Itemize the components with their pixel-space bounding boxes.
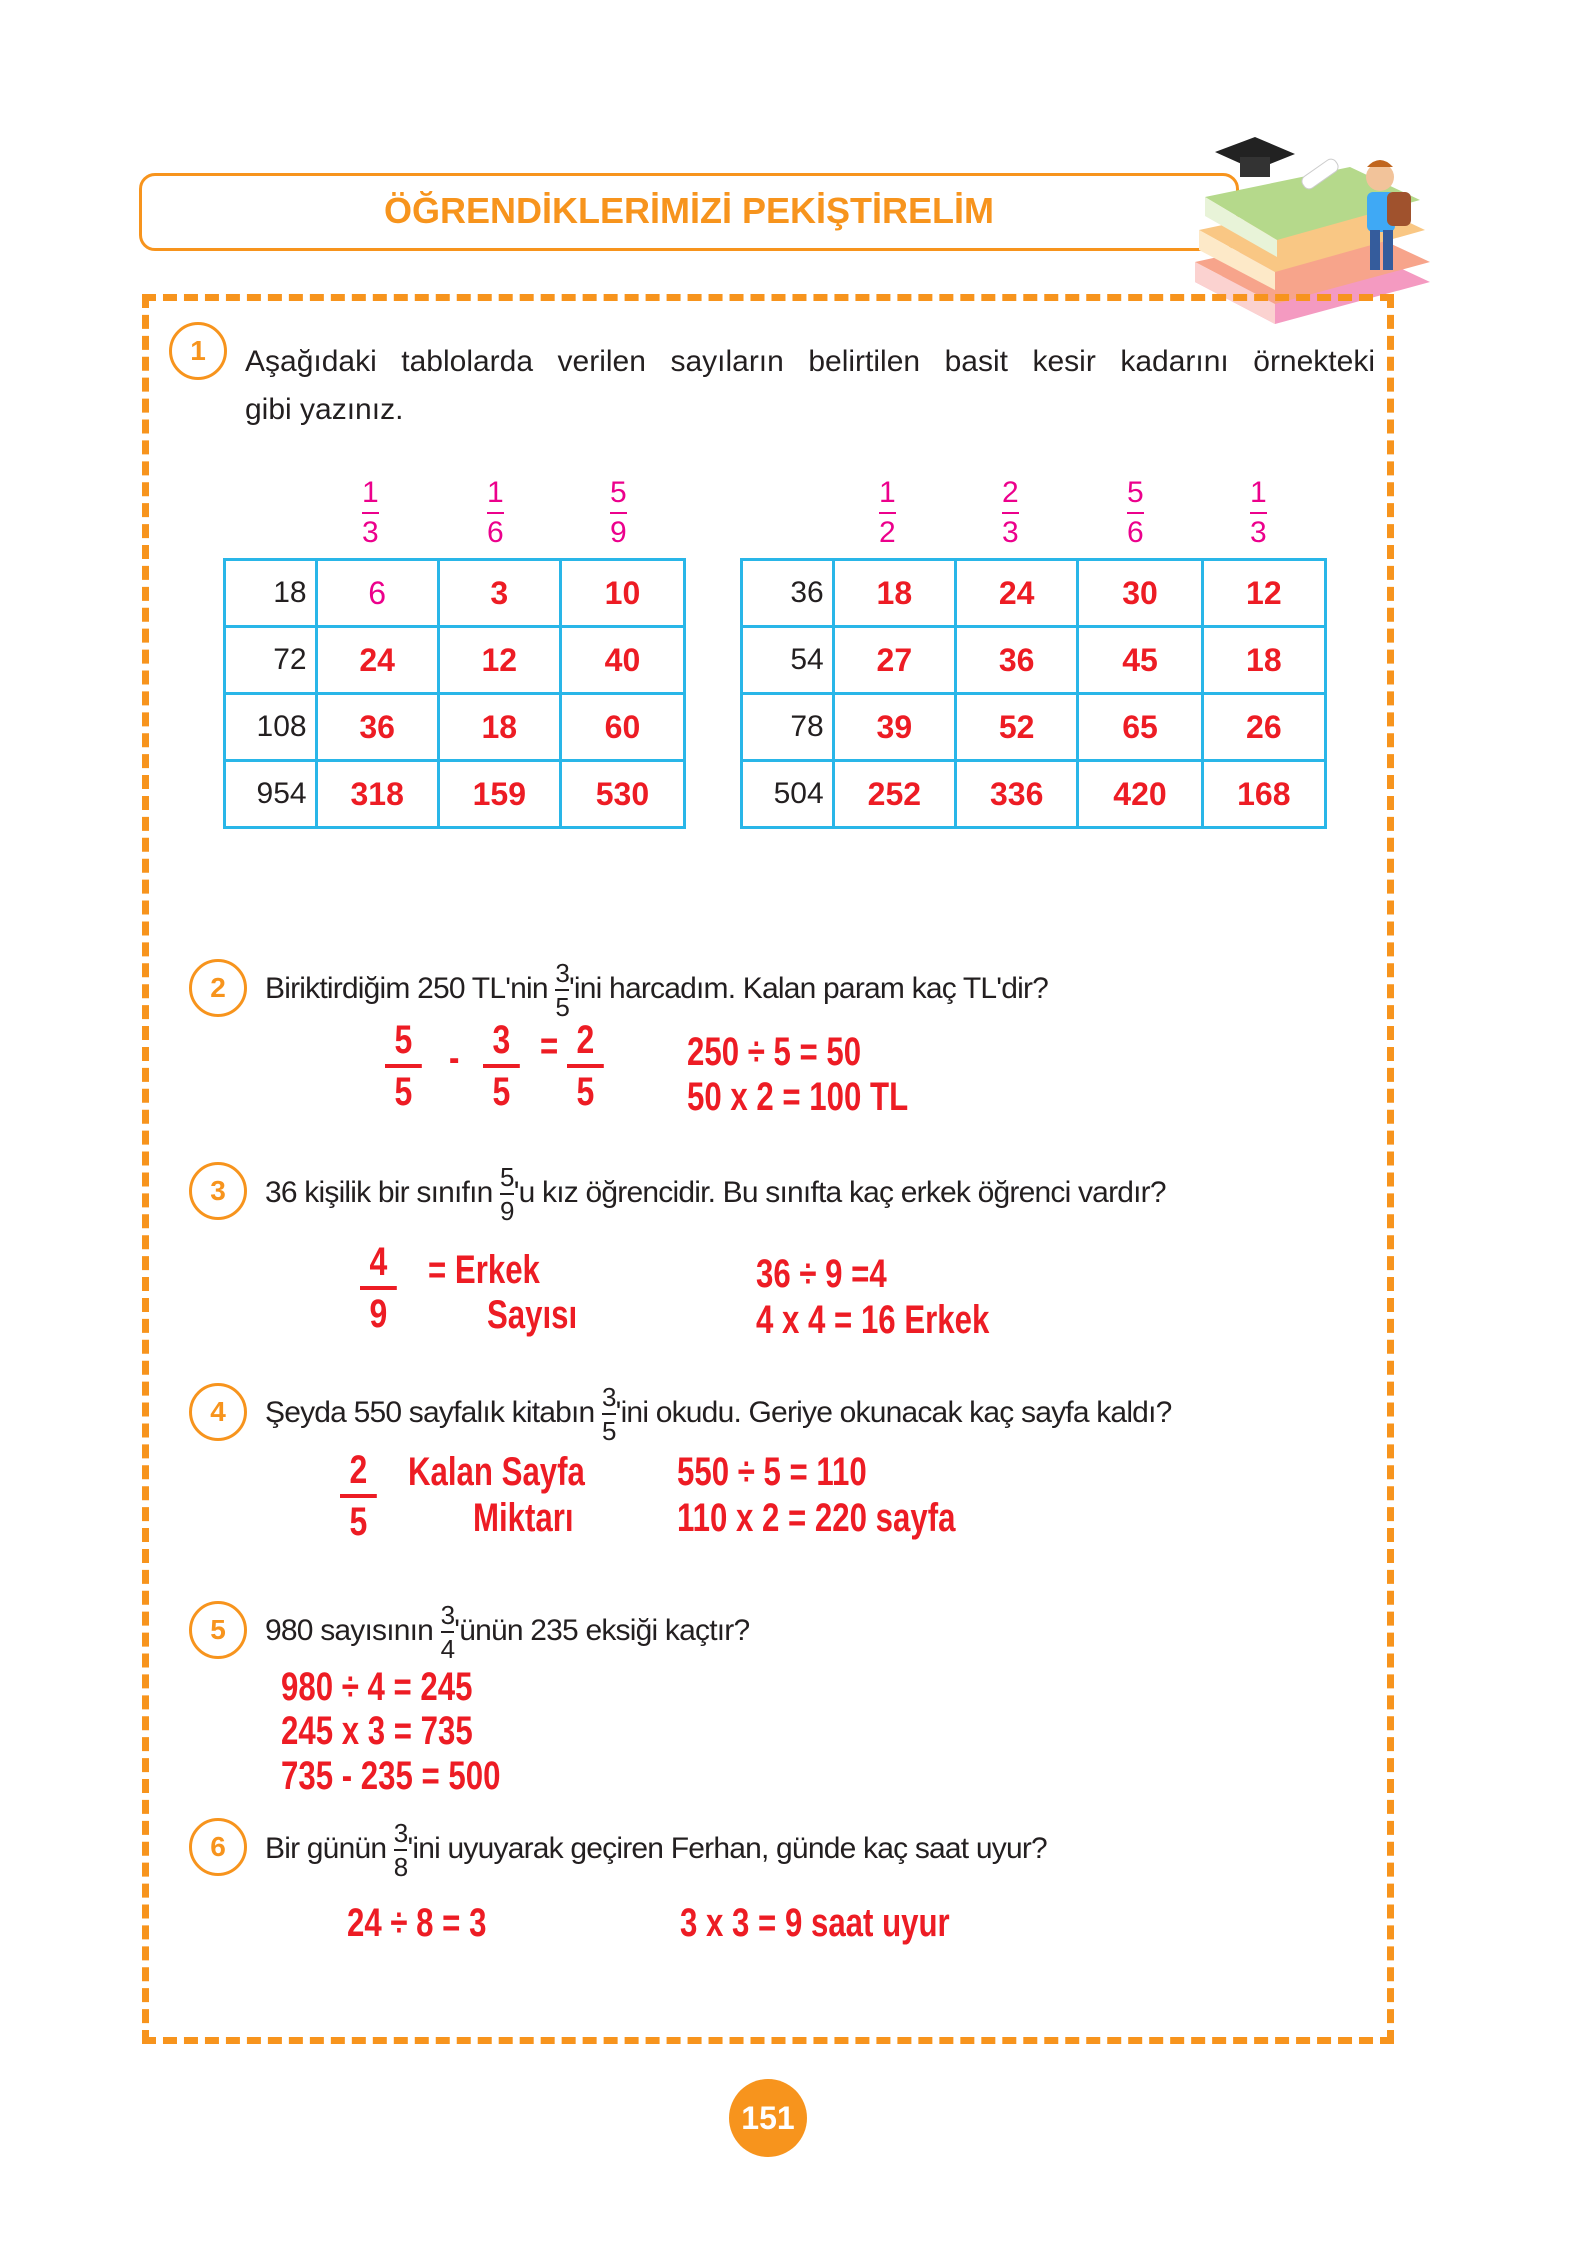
fraction-header: 2 3 — [1002, 476, 1019, 549]
question-1-text: Aşağıdaki tablolarda verilen sayıların belirtilen basit kesir kadarını örnekteki — [245, 345, 1375, 378]
table-row — [742, 694, 1326, 761]
answer-line: 250 ÷ 5 = 50 — [687, 1030, 862, 1074]
answer-cell: 159 — [438, 761, 560, 828]
answer-cell: 12 — [438, 627, 560, 694]
page-title: ÖĞRENDİKLERİMİZİ PEKİŞTİRELİM — [383, 190, 994, 231]
answer-operator: - — [449, 1036, 460, 1080]
fraction: $\frac{3}{4}$ — [440, 1600, 455, 1664]
given-number: 36 — [742, 560, 834, 627]
answer-cell: 530 — [560, 761, 684, 828]
answer-line: 4 x 4 = 16 Erkek — [756, 1298, 990, 1342]
fraction: $\frac{3}{8}$ — [393, 1818, 408, 1882]
answer-cell: 18 — [1202, 627, 1325, 694]
fraction-table-1 — [223, 558, 686, 829]
answer-cell: 10 — [560, 560, 684, 627]
given-number: 954 — [225, 761, 317, 828]
answer-label: Kalan Sayfa — [408, 1450, 585, 1494]
answer-label: Sayısı — [487, 1293, 578, 1337]
answer-fraction: 2 5 — [567, 1018, 604, 1114]
fraction-header: 1 3 — [1250, 476, 1267, 549]
answer-cell: 60 — [560, 694, 684, 761]
answer-line: 245 x 3 = 735 — [281, 1709, 473, 1753]
question-4-text: Şeyda 550 sayfalık kitabın $\frac{3}{5}$ 'ini okudu. Geriye okunacak kaç sayfa kaldı? — [265, 1382, 1172, 1446]
answer-cell: 36 — [316, 694, 438, 761]
answer-cell: 36 — [956, 627, 1078, 694]
question-3-text: 36 kişilik bir sınıfın $\frac{5}{9}$ 'u kız öğrencidir. Bu sınıfta kaç erkek öğrenci vardır? — [265, 1162, 1166, 1226]
question-number-badge: 6 — [189, 1818, 247, 1876]
question-1-text-line2: gibi yazınız. — [245, 393, 404, 426]
question-number-badge: 1 — [169, 322, 227, 380]
answer-cell: 26 — [1202, 694, 1325, 761]
answer-fraction: 2 5 — [340, 1448, 377, 1544]
answer-cell: 40 — [560, 627, 684, 694]
answer-line: 735 - 235 = 500 — [281, 1754, 501, 1798]
given-number: 504 — [742, 761, 834, 828]
answer-cell: 6 — [316, 560, 438, 627]
fraction-header: 1 3 — [362, 476, 379, 549]
question-5-text: 980 sayısının $\frac{3}{4}$ 'ünün 235 eksiği kaçtır? — [265, 1600, 750, 1664]
answer-operator: = — [540, 1024, 559, 1068]
fraction-header: 5 9 — [610, 476, 627, 549]
table-row — [225, 627, 685, 694]
given-number: 18 — [225, 560, 317, 627]
fraction-header: 5 6 — [1127, 476, 1144, 549]
table-row — [225, 761, 685, 828]
answer-cell: 39 — [833, 694, 955, 761]
answer-cell: 3 — [438, 560, 560, 627]
question-number-badge: 5 — [189, 1601, 247, 1659]
answer-cell: 18 — [438, 694, 560, 761]
answer-line: 24 ÷ 8 = 3 — [347, 1901, 487, 1945]
answer-line: 980 ÷ 4 = 245 — [281, 1665, 473, 1709]
given-number: 108 — [225, 694, 317, 761]
table-row — [742, 761, 1326, 828]
answer-cell: 168 — [1202, 761, 1325, 828]
question-6-text: Bir günün $\frac{3}{8}$ 'ini uyuyarak geçiren Ferhan, günde kaç saat uyur? — [265, 1818, 1047, 1882]
answer-line: 50 x 2 = 100 TL — [687, 1075, 909, 1119]
given-number: 54 — [742, 627, 834, 694]
table-row — [742, 560, 1326, 627]
fraction-header: 1 2 — [879, 476, 896, 549]
answer-fraction: 5 5 — [385, 1018, 422, 1114]
table-row — [225, 560, 685, 627]
answer-fraction: 4 9 — [360, 1240, 397, 1336]
answer-cell: 27 — [833, 627, 955, 694]
fraction: $\frac{5}{9}$ — [500, 1162, 514, 1226]
fraction-header: 1 6 — [487, 476, 504, 549]
answer-cell: 30 — [1078, 560, 1202, 627]
answer-label: = Erkek — [428, 1248, 540, 1292]
table-row — [742, 627, 1326, 694]
page-number: 151 — [729, 2079, 807, 2157]
given-number: 72 — [225, 627, 317, 694]
fraction: $\frac{3}{5}$ — [601, 1382, 616, 1446]
answer-line: 36 ÷ 9 =4 — [756, 1252, 887, 1296]
answer-label: Miktarı — [473, 1496, 574, 1540]
answer-cell: 52 — [956, 694, 1078, 761]
answer-cell: 336 — [956, 761, 1078, 828]
answer-cell: 252 — [833, 761, 955, 828]
answer-cell: 420 — [1078, 761, 1202, 828]
answer-cell: 318 — [316, 761, 438, 828]
given-number: 78 — [742, 694, 834, 761]
answer-cell: 24 — [316, 627, 438, 694]
answer-cell: 12 — [1202, 560, 1325, 627]
question-number-badge: 3 — [189, 1162, 247, 1220]
table-row — [225, 694, 685, 761]
fraction: $\frac{3}{5}$ — [555, 958, 569, 1022]
answer-cell: 65 — [1078, 694, 1202, 761]
question-number-badge: 4 — [189, 1383, 247, 1441]
question-number-badge: 2 — [189, 959, 247, 1017]
answer-line: 550 ÷ 5 = 110 — [677, 1450, 867, 1494]
answer-line: 110 x 2 = 220 sayfa — [677, 1496, 956, 1540]
question-2-text: Biriktirdiğim 250 TL'nin $\frac{3}{5}$ 'ini harcadım. Kalan param kaç TL'dir? — [265, 958, 1049, 1022]
answer-fraction: 3 5 — [483, 1018, 520, 1114]
answer-line: 3 x 3 = 9 saat uyur — [680, 1901, 950, 1945]
answer-cell: 24 — [956, 560, 1078, 627]
answer-cell: 45 — [1078, 627, 1202, 694]
fraction-table-2 — [740, 558, 1327, 829]
answer-cell: 18 — [833, 560, 955, 627]
